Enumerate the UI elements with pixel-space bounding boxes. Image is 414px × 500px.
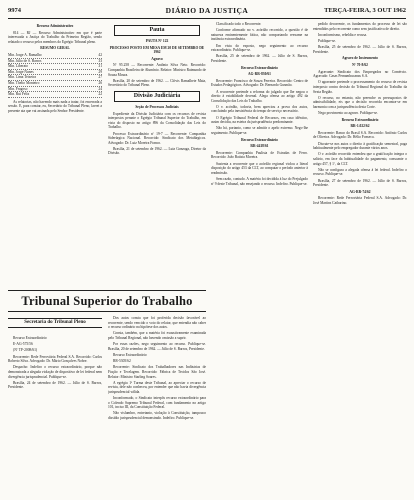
divisao-box: Divisão Judiciária <box>114 91 200 102</box>
table-row: Min. Thelio Monteiro 26 <box>8 80 102 85</box>
table-row: Min. Júlio de S. Barros 33 <box>8 58 102 63</box>
paragraph: O agravante pretende o processamento do recurso de revista interposto contra decisão do Tribunal Regional do Trabalho da Sexta Região. <box>313 80 407 94</box>
paragraph: RR-4418/61 <box>250 144 269 149</box>
paragraph: Publique-se. <box>318 38 336 43</box>
paragraph: O v. acórdão recorrido entendeu que a gratificação integra o salário, em face da habitualidade do pagamento, consoante o artigo 457, § 1º, da CLT. <box>313 152 407 166</box>
newspaper-title: DIÁRIO DA JUSTIÇA <box>165 6 249 15</box>
paragraph: Nº 95.258 — Recorrente: Antônio Silva Neto. Recorrido: Companhia Brasileira de Alumínio. Relator: Ministro Raimundo de Souza Moura. <box>108 63 206 77</box>
paragraph: Não vislumbro, entretanto, violação à Constituição, tampouco dissídio jurisprudencial demonstrado. Indefiro. Publique-se. <box>108 411 206 421</box>
page-header <box>8 4 406 19</box>
paragraph: O Egrégio Tribunal Federal de Recursos, em caso idêntico, assim decidiu, na esteira da jurisprudência predominante. <box>211 115 308 125</box>
paragraph: Nego provimento ao agravo. Publique-se. <box>318 111 378 116</box>
paragraph: Agravo de Instrumento <box>342 56 378 61</box>
paragraph: RR-5305/62 <box>113 359 131 364</box>
paragraph: Brasília, 25 de setembro de 1962. — Júlio de S. Barros, Presidente. <box>211 54 308 63</box>
paragraph: Agravo <box>151 56 163 61</box>
table-row: Min. Jorge A. Ramalho 42 <box>8 52 102 57</box>
paragraph: Conforme afirmado no v. acórdão recorrido, a questão é de natureza eminentemente fática, não comportando reexame na instância extraordinária. <box>211 28 308 42</box>
table-row: Min. Liberato 31 <box>8 64 102 69</box>
column-1 <box>8 22 102 288</box>
column-4 <box>313 22 407 496</box>
paragraph: Não há, portanto, como se admitir o apelo extremo. Nego-lhe seguimento. Publique-se. <box>211 126 308 136</box>
paragraph: Brasília, 20 de setembro de 1962. — Clóvis Ramalhete Maia, Secretário do Tribunal Pleno. <box>108 78 206 88</box>
column-1-lower <box>8 336 102 496</box>
column-3 <box>211 22 308 496</box>
paragraph: (Nº TP-2008/61) <box>13 348 38 353</box>
paragraph: Sem razão, contudo. A matéria foi decidida à luz do Prejulgado nº 9 deste Tribunal, não ensejando o recurso. Indefiro. Publique-se. <box>211 176 308 186</box>
paragraph: 814 — RJ — Recurso Administrativo em que é parte interessada a Justiça do Trabalho da Primeira Região, sendo relatado o recurso pelos membros do Egrégio Tribunal pleno. <box>8 30 102 44</box>
paragraph: Recorrente: Sindicato dos Trabalhadores nas Indústrias de Fiação e Tecelagem. Recorrido: Fábrica de Tecidos São José. Relator: Ministro Starling Soares. <box>108 365 206 379</box>
paragraph: Recorrente: Banco do Brasil S.A. Recorrido: Antônio Carlos de Oliveira. Advogado: Dr. Hélio Fonseca. <box>313 130 407 140</box>
paragraph: Brasília, 27 de setembro de 1962. — Júlio de S. Barros, Presidente. <box>313 178 407 188</box>
paragraph: Recorrente: Francisco de Souza Ferreira. Recorrido: Centro de Estudos Pedagógicos. Advogado: Dr. Bernardo Gusmão. <box>211 78 308 88</box>
table-row: Min. Jorge Nunes 29 <box>8 69 102 74</box>
paragraph: PROCESSO POSTO EM MESA EM 20 DE SETEMBRO DE 1962 <box>109 45 205 55</box>
section-heading: Recurso Administrativo <box>36 24 74 28</box>
pauta-box: Pauta <box>114 25 200 36</box>
table-row: Min. Lima Teixeira 27 <box>8 75 102 80</box>
paragraph: Por essas razões, nego seguimento ao recurso. Publique-se. Brasília, 20 de setembro de 1962. — Júlio de S. Barros, Presidente. <box>108 342 206 351</box>
paragraph: Brasília, 24 de setembro de 1962. — Júlio de S. Barros, Presidente. <box>8 380 102 390</box>
paragraph: Inconformismo, rebeldia e recusa. <box>318 32 367 37</box>
paragraph: Recurso Extraordinário <box>241 137 278 142</box>
paragraph: Brasília, 21 de setembro de 1962. — Luiz Gonzaga, Diretor da Divisão. <box>108 146 206 156</box>
paragraph: Em vista do exposto, nego seguimento ao recurso extraordinário. Publique-se. <box>211 43 308 53</box>
paragraph: Agravante: Sindicato dos Empregados no Comércio. Agravado: Casas Pernambucanas S.A. <box>313 69 407 79</box>
paragraph: Recurso Extraordinário <box>113 352 147 357</box>
paragraph: Discute-se nos autos o direito à gratificação semestral, paga habitualmente pelo empregador durante vários anos. <box>313 141 407 151</box>
table-row: Min. Rui Felix 22 <box>8 92 102 97</box>
paragraph: Seção de Processos Judiciais <box>135 104 179 109</box>
paragraph: RR-1.022/62 <box>350 124 370 129</box>
page-number: 9974 <box>8 7 21 14</box>
secretaria-heading: Secretaria do Tribunal Pleno <box>8 318 102 328</box>
closing-note: As relatorias, não havendo mais nada a tratar, foi encerrada a sessão. E, para constar, eu, Secretário do Tribunal Pleno, lavrei a presente ata que vai assinada pelo Senhor Presidente. <box>8 99 102 113</box>
column-2 <box>108 22 206 288</box>
paragraph: Nº 70-8/62 <box>352 62 368 67</box>
paragraph: AG-RR-830/61 <box>248 72 271 77</box>
paragraph: Recorrente: Companhia Paulista de Estradas de Ferro. Recorrido: João Batista Moreira. <box>211 150 308 160</box>
paragraph: A egrégia 1ª Turma deste Tribunal, ao apreciar o recurso de revista, dele não conheceu, por entender que não havia divergência jurisprudencial válida. <box>108 380 206 394</box>
paragraph: Recurso Extraordinário <box>341 117 379 122</box>
paragraph: Classificado todo o Recorrente. <box>216 22 262 26</box>
paragraph: pedido decorrente, os fundamentos do processo de lei são entendidos pelo recorrente como sem justificativa de direito. <box>313 22 407 31</box>
paragraph: Expediente da Divisão Judiciária com os recursos de revista interpostos perante o Egrégio Tribunal Superior do Trabalho, em vista do disposto no artigo 896 da Consolidação das Leis do Trabalho. <box>108 111 206 130</box>
paragraph: E-AG-575/56 <box>13 342 33 347</box>
paragraph: Recurso Extraordinário <box>241 65 278 70</box>
pauta-number: PAUTA Nº 122 <box>145 39 169 43</box>
paragraph: Recorrente: Rede Ferroviária Federal S.A. Recorrido: Carlos Roberto Silva. Advogado: Dr. Mário Gonçalves Nobre. <box>8 354 102 364</box>
tribunal-banner: Tribunal Superior do Trabalho <box>8 290 206 312</box>
paragraph: O recurso, no entanto, não preenche os pressupostos de admissibilidade, eis que a decisão recorrida encontra-se em harmonia com a jurisprudência desta Corte. <box>313 95 407 109</box>
paragraph: Recurso Extraordinário <box>13 336 47 340</box>
paragraph: Despacho: Indefiro o recurso extraordinário, porque não demonstrada a alegada violação de dispositivo de lei federal nem divergência jurisprudencial. Publique-se. <box>8 365 102 379</box>
judge-table <box>8 53 102 98</box>
summary-heading: RESUMO GERAL <box>40 46 70 51</box>
column-2-lower <box>108 316 206 496</box>
paragraph: Dos autos consta que foi proferida decisão favorável ao recorrente, sendo vencido o voto do relator, que entendia não caber o recurso ordinário na hipótese dos autos. <box>108 316 206 330</box>
paragraph: Processo Extraordinário nº 19-7 — Recorrente: Companhia Siderúrgica Nacional. Recorrido: Sindicato dos Metalúrgicos. Advogado: Dr. Luiz Moreira Franco. <box>108 131 206 145</box>
issue-date: TERÇA-FEIRA, 3 OUT 1962 <box>324 7 406 14</box>
paragraph: AG-RR-74/62 <box>349 189 371 194</box>
paragraph: Recorrente: Rede Ferroviária Federal S.A. Advogado: Dr. José Martins Catharino. <box>313 196 407 205</box>
paragraph: Brasília, 25 de setembro de 1962. — Júlio de S. Barros, Presidente. <box>313 45 407 54</box>
paragraph: Consta, também, que a matéria foi exaustivamente examinada pelo Tribunal Regional, não havendo omissão a suprir. <box>108 331 206 340</box>
paragraph: Inconformado, o Sindicato interpôs recurso extraordinário para o Colendo Supremo Tribunal Federal, com fundamento no artigo 101, inciso III, da Constituição Federal. <box>108 396 206 410</box>
paragraph: Sustenta a recorrente que o acórdão regional violou a literal disposição do artigo 453 da CLT, ao computar o período anterior à readmissão. <box>211 161 308 175</box>
paragraph: A recorrente pretende a reforma do julgado que lhe negou o direito à estabilidade decenal. Alega ofensa ao artigo 492 da Consolidação das Leis do Trabalho. <box>211 89 308 103</box>
paragraph: Não se configura a alegada ofensa à lei federal. Indefiro o recurso. Publique-se. <box>313 167 407 177</box>
table-row: Min. Fragoso 24 <box>8 86 102 91</box>
paragraph: O v. acórdão, todavia, bem apreciou a prova dos autos, concluindo pela inexistência do tempo de serviço necessário. <box>211 104 308 114</box>
